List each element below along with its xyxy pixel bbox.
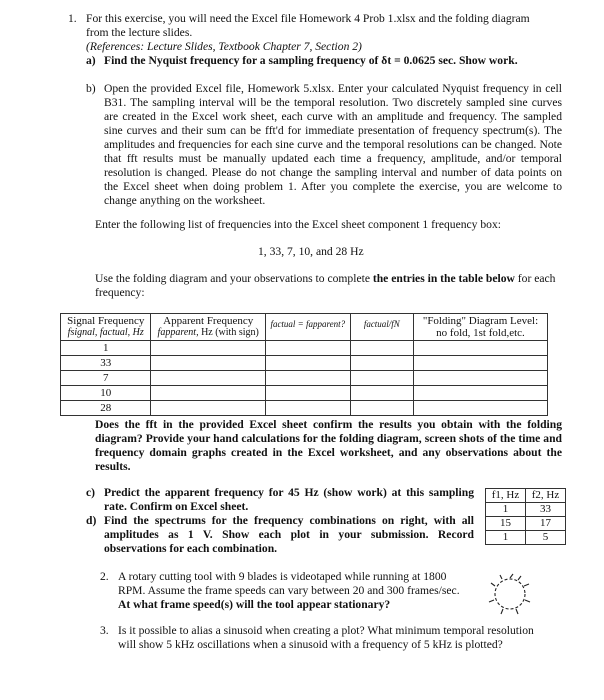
table-cell-empty[interactable] <box>265 386 350 401</box>
table-cell-empty[interactable] <box>413 341 547 356</box>
combo-cell: 1 <box>486 531 526 545</box>
table-cell-empty[interactable] <box>350 401 413 416</box>
table-row <box>61 371 548 386</box>
does-fft-text: Does the fft in the provided Excel sheet confirm the results you obtain with the folding diagram? Provide your hand calculations for the folding diagram, screen shots of the time and frequency domain graphs created in the Excel worksheet, and any observations about the results. <box>95 418 562 473</box>
table-cell-empty[interactable] <box>413 401 547 416</box>
table-cell-empty[interactable] <box>151 386 265 401</box>
q2-text-part1: A rotary cutting tool with 9 blades is videotaped while running at 1800 RPM. Assume the frame speeds can vary between 20 and 300 frames/sec. <box>118 570 460 597</box>
table-cell-empty[interactable] <box>350 371 413 386</box>
table-row <box>486 503 566 517</box>
table-cell-signal: 7 <box>61 371 151 386</box>
q1d-text: Find the spectrums for the frequency combinations on right, with all amplitudes as 1 V. Show each plot in your submission. Record observations for each combination. <box>104 514 474 555</box>
col-apparent-frequency-title: Apparent Frequency <box>163 315 254 327</box>
col-folding-level-title: "Folding" Diagram Level: <box>422 315 539 327</box>
table-cell-empty[interactable] <box>265 371 350 386</box>
table-header-row <box>61 314 548 341</box>
use-folding-part3: for each frequency: <box>95 272 556 299</box>
table-row <box>486 531 566 545</box>
q2-text-part2: At what frame speed(s) will the tool appear stationary? <box>118 598 391 611</box>
table-cell-empty[interactable] <box>413 386 547 401</box>
table-cell-signal: 28 <box>61 401 151 416</box>
col-signal-frequency-sub: fsignal, factual, Hz <box>67 327 144 338</box>
col-signal-frequency-title: Signal Frequency <box>67 315 145 327</box>
table-cell-signal: 33 <box>61 356 151 371</box>
q1-number: 1. <box>68 12 77 25</box>
table-cell-signal: 1 <box>61 341 151 356</box>
q3-text: Is it possible to alias a sinusoid when creating a plot? What minimum temporal resolution will show 5 kHz oscillations when a sinusoid with a frequency of 5 kHz is plotted? <box>118 624 534 651</box>
col-apparent-frequency-sym: fapparent, <box>157 327 199 338</box>
q1a-label: a) <box>86 54 96 67</box>
combo-col-f2: f2, Hz <box>526 489 566 503</box>
table-cell-empty[interactable] <box>265 356 350 371</box>
frequency-combination-table <box>485 488 566 545</box>
q1-references: (References: Lecture Slides, Textbook Chapter 7, Section 2) <box>86 40 362 53</box>
col-actual-over-nyquist <box>350 314 413 341</box>
table-cell-empty[interactable] <box>413 356 547 371</box>
table-cell-empty[interactable] <box>151 356 265 371</box>
table-row <box>61 386 548 401</box>
col-apparent-frequency-sub: Hz (with sign) <box>201 327 259 338</box>
col-actual-equals-apparent-title: factual = fapparent? <box>270 319 346 329</box>
table-cell-empty[interactable] <box>265 401 350 416</box>
combo-cell: 5 <box>526 531 566 545</box>
col-folding-level-sub: no fold, 1st fold,etc. <box>436 327 525 339</box>
col-actual-equals-apparent <box>265 314 350 341</box>
table-row <box>61 401 548 416</box>
frequency-list: 1, 33, 7, 10, and 28 Hz <box>258 245 364 258</box>
q2-text <box>118 570 468 612</box>
q3-number: 3. <box>100 624 109 637</box>
table-cell-empty[interactable] <box>151 371 265 386</box>
col-apparent-frequency <box>151 314 265 341</box>
table-row <box>61 356 548 371</box>
col-actual-over-nyquist-title: factual/fN <box>363 319 400 329</box>
q1a-text: Find the Nyquist frequency for a sampling frequency of δt = 0.0625 sec. Show work. <box>104 54 518 67</box>
rotary-cutter-icon <box>478 568 544 620</box>
table-row <box>61 341 548 356</box>
combo-header-row <box>486 489 566 503</box>
q2-number: 2. <box>100 570 109 583</box>
table-cell-empty[interactable] <box>413 371 547 386</box>
q1-intro: For this exercise, you will need the Excel file Homework 4 Prob 1.xlsx and the folding diagram from the lecture slides. <box>86 12 530 39</box>
frequency-table <box>60 313 548 416</box>
q1c-label: c) <box>86 486 96 499</box>
table-cell-empty[interactable] <box>350 356 413 371</box>
table-cell-empty[interactable] <box>265 341 350 356</box>
combo-cell: 33 <box>526 503 566 517</box>
table-cell-empty[interactable] <box>350 386 413 401</box>
combo-cell: 15 <box>486 517 526 531</box>
table-cell-empty[interactable] <box>350 341 413 356</box>
table-row <box>486 517 566 531</box>
use-folding-part2: the entries in the table below <box>372 272 515 285</box>
q1d-label: d) <box>86 514 97 527</box>
use-folding-part1: Use the folding diagram and your observations to complete <box>95 272 370 285</box>
table-cell-signal: 10 <box>61 386 151 401</box>
combo-col-f1: f1, Hz <box>486 489 526 503</box>
table-cell-empty[interactable] <box>151 341 265 356</box>
q1b-text: Open the provided Excel file, Homework 5.xlsx. Enter your calculated Nyquist frequency in cell B31. The sampling interval will be the temporal resolution. Two discretely sampled sine curves are created in the Excel work sheet, each curve with an amplitude and frequency. The sampled sine curves and their sum can be fft'd for immediate presentation of frequency spectrum(s). The amplitudes and frequencies for each sine curve and the temporal resolutions can be changed. Note that fft results must be manually updated each time a frequency, amplitude, and/or temporal resolution is changed. Please do not change the sampling interval and number of data points on the Excel sheet when doing problem 1. After you complete the exercise, you are welcome to change anything on the worksheet. <box>104 82 562 207</box>
q1b-label: b) <box>86 82 96 95</box>
combo-cell: 17 <box>526 517 566 531</box>
combo-cell: 1 <box>486 503 526 517</box>
col-folding-level <box>413 314 547 341</box>
col-signal-frequency <box>61 314 151 341</box>
q1c-text: Predict the apparent frequency for 45 Hz (show work) at this sampling rate. Confirm on Excel sheet. <box>104 486 474 513</box>
table-cell-empty[interactable] <box>151 401 265 416</box>
enter-list-text: Enter the following list of frequencies into the Excel sheet component 1 frequency box: <box>95 218 501 231</box>
use-folding-text <box>95 272 563 300</box>
